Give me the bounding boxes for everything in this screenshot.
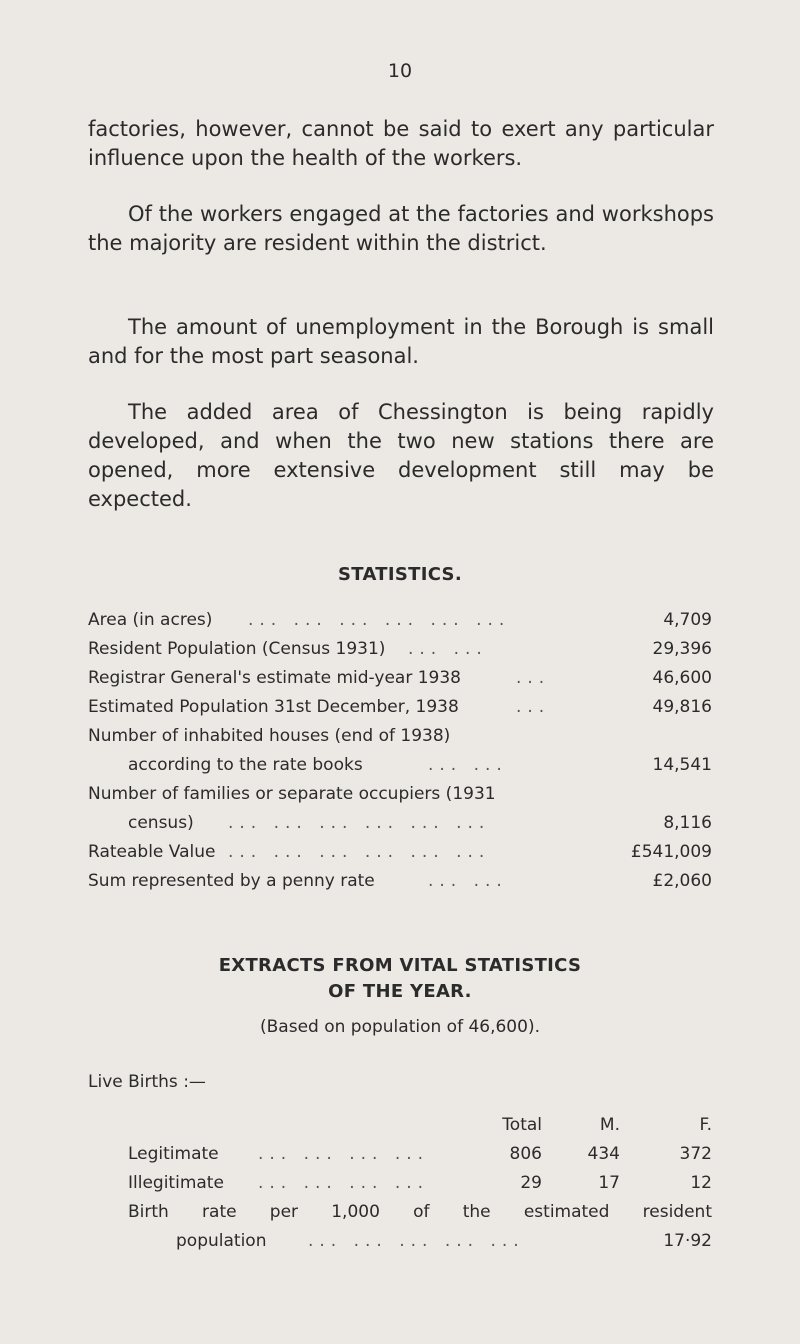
births-m: 17 bbox=[598, 1173, 620, 1193]
live-births-label: Live Births :— bbox=[88, 1072, 206, 1092]
population-note: (Based on population of 46,600). bbox=[260, 1017, 540, 1037]
stat-label: census) bbox=[128, 813, 194, 833]
birth-rate-label: Birth rate per 1,000 of the estimated resident bbox=[128, 1202, 712, 1222]
stat-row: Resident Population (Census 1931) ... ... 29,396 bbox=[88, 635, 712, 664]
births-total: 29 bbox=[520, 1173, 542, 1193]
stat-value: 4,709 bbox=[663, 610, 712, 630]
stat-label: Rateable Value bbox=[88, 842, 216, 862]
statistics-table bbox=[88, 606, 712, 896]
stat-label: Number of families or separate occupiers (1931 bbox=[88, 784, 496, 804]
stat-row: according to the rate books ... ... 14,541 bbox=[88, 751, 712, 780]
paragraph-unemployment: The amount of unemployment in the Borough is small and for the most part seasonal. bbox=[88, 315, 714, 368]
paragraph-workers: Of the workers engaged at the factories and workshops the majority are resident within the district. bbox=[88, 202, 714, 255]
statistics-heading: STATISTICS. bbox=[338, 564, 462, 585]
stat-value: £2,060 bbox=[652, 871, 712, 891]
stat-value: 46,600 bbox=[652, 668, 712, 688]
births-row: Legitimate ... ... ... ... 806 434 372 bbox=[88, 1140, 712, 1169]
stat-value: 49,816 bbox=[652, 697, 712, 717]
births-row: Illegitimate ... ... ... ... 29 17 12 bbox=[88, 1169, 712, 1198]
stat-row: Estimated Population 31st December, 1938 ... 49,816 bbox=[88, 693, 712, 722]
stat-value: 29,396 bbox=[652, 639, 712, 659]
column-header-m: M. bbox=[599, 1115, 620, 1135]
stat-value: 8,116 bbox=[663, 813, 712, 833]
births-total: 806 bbox=[509, 1144, 542, 1164]
births-row-label: Illegitimate bbox=[128, 1173, 224, 1193]
stat-label: Sum represented by a penny rate bbox=[88, 871, 375, 891]
stat-label: according to the rate books bbox=[128, 755, 363, 775]
paragraph-factories: factories, however, cannot be said to exert any particular influence upon the health of the workers. bbox=[88, 117, 714, 170]
stat-row: census) ... ... ... ... ... ... 8,116 bbox=[88, 809, 712, 838]
stat-value: £541,009 bbox=[630, 842, 712, 862]
stat-row: Rateable Value ... ... ... ... ... ... £541,009 bbox=[88, 838, 712, 867]
births-m: 434 bbox=[587, 1144, 620, 1164]
stat-row: Area (in acres) ... ... ... ... ... ... 4,709 bbox=[88, 606, 712, 635]
stat-value: 14,541 bbox=[652, 755, 712, 775]
vital-statistics-heading: EXTRACTS FROM VITAL STATISTICS bbox=[218, 955, 582, 976]
stat-label: Estimated Population 31st December, 1938 bbox=[88, 697, 459, 717]
stat-label: Resident Population (Census 1931) bbox=[88, 639, 386, 659]
birth-rate-value: 17·92 bbox=[663, 1231, 712, 1251]
births-row-label: Legitimate bbox=[128, 1144, 219, 1164]
vital-statistics-heading-line2: OF THE YEAR. bbox=[328, 981, 472, 1002]
live-births-table bbox=[88, 1111, 712, 1256]
stat-row bbox=[88, 722, 712, 751]
stat-label: Area (in acres) bbox=[88, 610, 213, 630]
births-f: 372 bbox=[679, 1144, 712, 1164]
stat-row: Registrar General's estimate mid-year 1938 ... 46,600 bbox=[88, 664, 712, 693]
births-f: 12 bbox=[690, 1173, 712, 1193]
birth-rate-label-continued: population bbox=[176, 1231, 267, 1251]
births-header-row bbox=[88, 1111, 712, 1140]
page-number: 10 bbox=[387, 60, 413, 82]
birth-rate-row bbox=[88, 1198, 712, 1227]
column-header-total: Total bbox=[502, 1115, 542, 1135]
stat-label: Number of inhabited houses (end of 1938) bbox=[88, 726, 451, 746]
stat-label: Registrar General's estimate mid-year 1938 bbox=[88, 668, 461, 688]
stat-row bbox=[88, 780, 712, 809]
stat-row: Sum represented by a penny rate ... ... £2,060 bbox=[88, 867, 712, 896]
birth-rate-row-continued: population ... ... ... ... ... 17·92 bbox=[88, 1227, 712, 1256]
column-header-f: F. bbox=[699, 1115, 712, 1135]
paragraph-chessington: The added area of Chessington is being rapidly developed, and when the two new stations there are opened, more extensive development still may be expected. bbox=[88, 400, 714, 511]
